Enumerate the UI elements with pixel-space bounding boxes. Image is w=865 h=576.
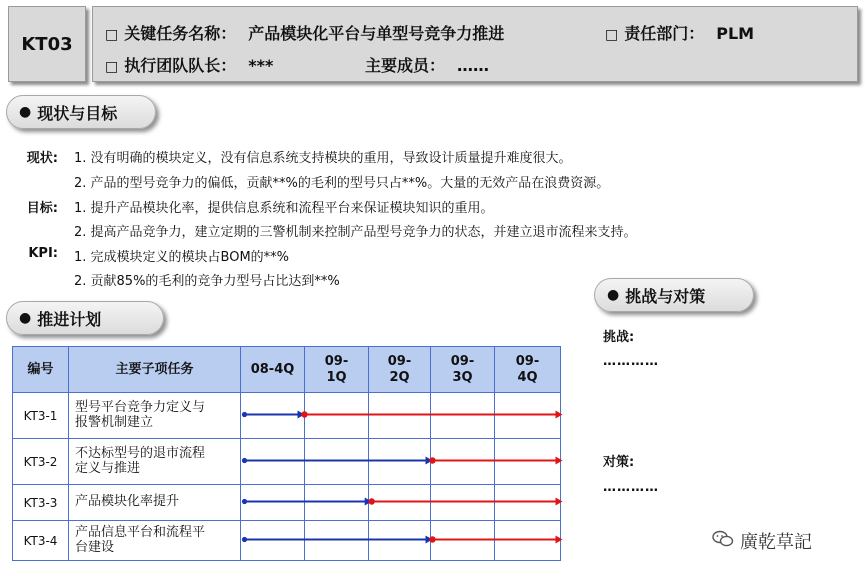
current-item-1: 1. 没有明确的模块定义，没有信息系统支持模块的重用，导致设计质量提升难度很大。 — [74, 151, 572, 166]
row-task: 型号平台竞争力定义与 报警机制建立 — [69, 393, 241, 439]
col-header-q3: 09- 3Q — [431, 347, 495, 393]
gantt-cell — [431, 393, 495, 439]
row-task: 产品模块化率提升 — [69, 485, 241, 521]
plan-section-title: ● 推进计划 — [6, 301, 164, 335]
gantt-cell — [369, 393, 431, 439]
gantt-cell — [241, 439, 305, 485]
wechat-icon — [712, 530, 734, 552]
checkbox-icon: □ — [605, 27, 619, 43]
current-item-2: 2. 产品的型号竞争力的偏低，贡献**%的毛利的型号只占**%。大量的无效产品在浪费资源。 — [74, 176, 610, 191]
col-header-q2: 09- 2Q — [369, 347, 431, 393]
challenge-value: ………… — [603, 354, 659, 369]
leader-row — [105, 53, 273, 76]
challenge-section-title: ● 挑战与对策 — [594, 278, 754, 312]
col-header-q1: 09- 1Q — [305, 347, 369, 393]
dept-value: PLM — [716, 24, 755, 43]
table-row — [13, 521, 561, 561]
col-header-q0: 08-4Q — [241, 347, 305, 393]
bullet-icon: ● — [19, 104, 32, 120]
task-name-row — [105, 21, 504, 44]
gantt-cell — [241, 521, 305, 561]
row-id: KT3-3 — [13, 485, 69, 521]
gantt-cell — [241, 485, 305, 521]
task-name-value: 产品模块化平台与单型号竞争力推进 — [248, 24, 505, 43]
kpi-label: KPI: — [28, 246, 58, 261]
gantt-cell — [305, 485, 369, 521]
header-panel — [92, 6, 858, 82]
row-task: 产品信息平台和流程平 台建设 — [69, 521, 241, 561]
col-header-id: 编号 — [13, 347, 69, 393]
gantt-cell — [431, 439, 495, 485]
status-section-title: ● 现状与目标 — [6, 95, 156, 129]
gantt-cell — [369, 485, 431, 521]
row-id: KT3-1 — [13, 393, 69, 439]
measure-label: 对策: — [603, 455, 635, 470]
watermark — [712, 528, 812, 554]
task-code — [8, 6, 86, 82]
bullet-icon: ● — [19, 310, 32, 326]
gantt-cell — [305, 393, 369, 439]
target-item-1: 1. 提升产品模块化率，提供信息系统和流程平台来保证模块知识的重用。 — [74, 201, 494, 216]
kpi-item-1: 1. 完成模块定义的模块占BOM的**% — [74, 250, 290, 265]
dept-row — [605, 21, 754, 44]
dept-label: 责任部门： — [624, 24, 705, 43]
gantt-cell — [495, 521, 561, 561]
checkbox-icon: □ — [105, 59, 119, 75]
kpi-item-2: 2. 贡献85%的毛利的竞争力型号占比达到**% — [74, 274, 340, 289]
task-name-label: 关键任务名称： — [124, 24, 237, 43]
gantt-cell — [431, 521, 495, 561]
table-header-row — [13, 347, 561, 393]
gantt-cell — [495, 393, 561, 439]
gantt-cell — [495, 439, 561, 485]
checkbox-icon: □ — [105, 27, 119, 43]
watermark-text: 廣乾草記 — [740, 532, 812, 553]
table-row — [13, 393, 561, 439]
measure-value: ………… — [603, 480, 659, 495]
gantt-cell — [495, 485, 561, 521]
leader-value: *** — [248, 56, 274, 75]
target-item-2: 2. 提高产品竞争力，建立定期的三警机制来控制产品型号竞争力的状态，并建立退市流程来支持。 — [74, 225, 637, 240]
gantt-cell — [305, 439, 369, 485]
gantt-cell — [369, 439, 431, 485]
plan-table — [12, 346, 561, 561]
row-task: 不达标型号的退市流程 定义与推进 — [69, 439, 241, 485]
gantt-cell — [241, 393, 305, 439]
challenge-label: 挑战: — [603, 330, 635, 345]
table-row — [13, 439, 561, 485]
gantt-cell — [305, 521, 369, 561]
gantt-cell — [431, 485, 495, 521]
members-row — [365, 53, 489, 76]
row-id: KT3-2 — [13, 439, 69, 485]
current-label: 现状: — [26, 151, 58, 166]
col-header-q4: 09- 4Q — [495, 347, 561, 393]
row-id: KT3-4 — [13, 521, 69, 561]
bullet-icon: ● — [607, 287, 620, 303]
table-row — [13, 485, 561, 521]
gantt-cell — [369, 521, 431, 561]
members-label: 主要成员： — [365, 56, 446, 75]
task-code-text: KT03 — [21, 33, 73, 55]
leader-label: 执行团队队长： — [124, 56, 237, 75]
members-value: …… — [457, 56, 490, 75]
col-header-task: 主要子项任务 — [69, 347, 241, 393]
target-label: 目标: — [26, 201, 58, 216]
